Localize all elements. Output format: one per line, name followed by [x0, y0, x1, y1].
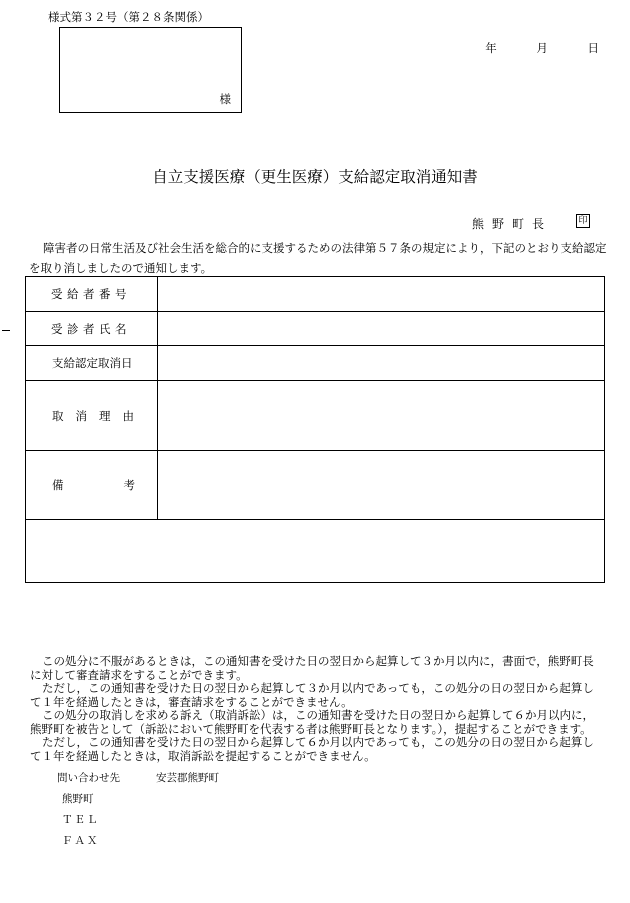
- row-value: [159, 451, 604, 519]
- row-label: [26, 277, 158, 311]
- issuer-name: 熊野町長: [472, 217, 553, 231]
- table-footer-cell: [26, 520, 604, 582]
- document-title: 自立支援医療（更生医療）支給認定取消通知書: [152, 168, 478, 186]
- contact-heading: 問い合わせ先: [57, 772, 120, 784]
- table-row: [26, 451, 604, 520]
- table-row: [26, 381, 604, 451]
- table-row: [26, 277, 604, 312]
- notice-table: [25, 276, 605, 583]
- row-label-text: 取消理由: [52, 408, 146, 423]
- row-label-text: 支給認定取消日: [52, 356, 133, 370]
- date-day: 日: [587, 41, 599, 55]
- addressee-suffix: 様: [219, 92, 231, 106]
- contact-address: 安芸郡熊野町: [156, 772, 219, 784]
- row-label-text: 備考: [52, 478, 195, 492]
- issue-date: [485, 40, 599, 56]
- note-paragraph: この処分に不服があるときは，この通知書を受けた日の翌日から起算して３か月以内に，書面で，熊野町長に対して審査請求をすることができます。: [30, 654, 594, 682]
- date-month: 月: [536, 41, 548, 55]
- addressee-box: [59, 27, 242, 113]
- note-paragraph: ただし，この通知書を受けた日の翌日から起算して３か月以内であっても，この処分の日の翌日から起算して１年を経過したときは，審査請求をすることができません。: [30, 681, 594, 709]
- row-value: [159, 277, 604, 311]
- row-label: [26, 312, 158, 345]
- seal-mark: 印: [576, 214, 590, 228]
- contact-office: 熊野町: [62, 793, 94, 805]
- row-label-text: 受給者番号: [51, 287, 131, 301]
- row-label: [26, 346, 158, 380]
- note-paragraph: この処分の取消しを求める訴え（取消訴訟）は，この通知書を受けた日の翌日から起算して６か月以内に，熊野町を被告として（訴訟において熊野町を代表する者は熊野町長となります。），提起することができます。: [30, 708, 594, 736]
- row-value: [159, 381, 604, 450]
- margin-mark: [2, 330, 10, 331]
- row-value: [159, 312, 604, 345]
- contact-fax-label: ＦＡＸ: [62, 835, 100, 847]
- date-year: 年: [485, 41, 497, 55]
- row-value: [159, 346, 604, 380]
- table-row: [26, 346, 604, 381]
- appeal-notes: [30, 655, 604, 763]
- form-number: 様式第３２号（第２８条関係）: [48, 10, 209, 24]
- row-label: [26, 381, 158, 450]
- row-label-text: 受診者氏名: [51, 321, 131, 336]
- contact-tel-label: ＴＥＬ: [62, 814, 100, 826]
- row-label: [26, 451, 195, 519]
- note-paragraph: ただし，この通知書を受けた日の翌日から起算して６か月以内であっても，この処分の日の翌日から起算して１年を経過したときは，取消訴訟を提起することができません。: [30, 735, 594, 763]
- table-row: [26, 312, 604, 346]
- intro-paragraph: 障害者の日常生活及び社会生活を総合的に支援するための法律第５７条の規定により，下記のとおり支給認定を取り消しましたので通知します。: [29, 241, 607, 275]
